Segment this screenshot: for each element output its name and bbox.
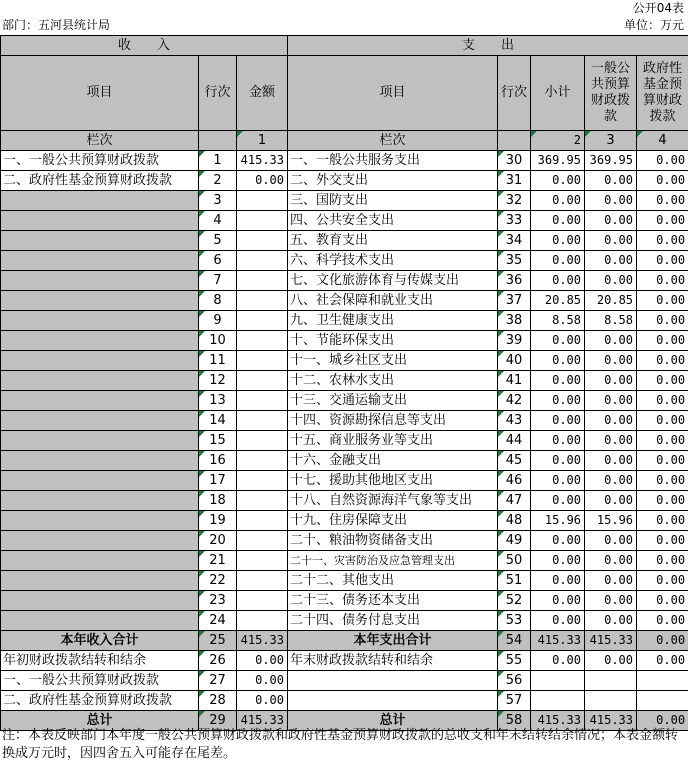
expense-gov-fund-cell: 0.00: [637, 251, 688, 271]
expense-row-no-cell: 39: [498, 331, 531, 351]
income-row-no-cell: 5: [199, 231, 237, 251]
expense-gov-fund-cell: 0.00: [637, 371, 688, 391]
expense-general-cell: 0.00: [585, 271, 637, 291]
income-amount-cell: [237, 351, 288, 371]
expense-general-cell: 415.33: [585, 711, 637, 731]
column-number-row: [1, 131, 688, 151]
expense-general-cell: 0.00: [585, 191, 637, 211]
col-item-expense: 项目: [288, 56, 498, 131]
expense-general-cell: 0.00: [585, 331, 637, 351]
expense-general-cell: 0.00: [585, 231, 637, 251]
income-item-cell: 本年收入合计: [1, 631, 199, 651]
col-row-expense: 行次: [498, 56, 531, 131]
colnum-empty: [199, 131, 237, 151]
expense-general-cell: 0.00: [585, 171, 637, 191]
income-item-cell: 一、一般公共预算财政拨款: [1, 671, 199, 691]
expense-section-title: 支 出: [288, 36, 688, 56]
expense-subtotal-cell: 0.00: [531, 191, 585, 211]
expense-subtotal-cell: 0.00: [531, 251, 585, 271]
table-row: [1, 411, 688, 431]
table-row: [1, 531, 688, 551]
expense-gov-fund-cell: 0.00: [637, 291, 688, 311]
expense-subtotal-cell: 0.00: [531, 271, 585, 291]
expense-subtotal-cell: 0.00: [531, 491, 585, 511]
expense-subtotal-cell: 415.33: [531, 631, 585, 651]
income-item-cell: 二、政府性基金预算财政拨款: [1, 691, 199, 711]
expense-row-no-cell: 55: [498, 651, 531, 671]
income-row-no-cell: 7: [199, 271, 237, 291]
expense-subtotal-cell: 369.95: [531, 151, 585, 171]
expense-gov-fund-cell: 0.00: [637, 431, 688, 451]
col-subtotal: 小计: [531, 56, 585, 131]
table-row: [1, 431, 688, 451]
income-item-cell: [1, 431, 199, 451]
income-row-no-cell: 1: [199, 151, 237, 171]
income-amount-cell: [237, 591, 288, 611]
expense-subtotal-cell: 0.00: [531, 371, 585, 391]
expense-gov-fund-cell: 0.00: [637, 451, 688, 471]
expense-item-cell: 二十二、其他支出: [288, 571, 498, 591]
income-amount-cell: [237, 471, 288, 491]
income-row-no-cell: 21: [199, 551, 237, 571]
income-amount-cell: [237, 391, 288, 411]
expense-general-cell: 0.00: [585, 211, 637, 231]
budget-table: [0, 35, 688, 731]
expense-gov-fund-cell: 0.00: [637, 571, 688, 591]
expense-gov-fund-cell: 0.00: [637, 711, 688, 731]
expense-gov-fund-cell: 0.00: [637, 151, 688, 171]
income-item-cell: 一、一般公共预算财政拨款: [1, 151, 199, 171]
expense-gov-fund-cell: 0.00: [637, 491, 688, 511]
colnum-1: 1: [237, 131, 288, 151]
expense-subtotal-cell: 0.00: [531, 431, 585, 451]
footnote: 注：本表反映部门本年度一般公共预算财政拨款和政府性基金预算财政拨款的总收支和年末结转结余情况；本表金额转换成万元时，因四舍五入可能存在尾差。: [2, 728, 679, 761]
expense-general-cell: 0.00: [585, 551, 637, 571]
table-row: [1, 371, 688, 391]
table-row: [1, 391, 688, 411]
income-row-no-cell: 24: [199, 611, 237, 631]
income-amount-cell: 0.00: [237, 671, 288, 691]
colnum-2: 2: [531, 131, 585, 151]
table-row: [1, 191, 688, 211]
income-item-cell: 二、政府性基金预算财政拨款: [1, 171, 199, 191]
income-amount-cell: [237, 211, 288, 231]
table-row: [1, 171, 688, 191]
expense-gov-fund-cell: 0.00: [637, 311, 688, 331]
colnum-empty: [498, 131, 531, 151]
income-item-cell: [1, 591, 199, 611]
form-number: 公开04表: [632, 1, 684, 15]
expense-gov-fund-cell: [637, 691, 688, 711]
income-row-no-cell: 6: [199, 251, 237, 271]
expense-general-cell: 20.85: [585, 291, 637, 311]
expense-subtotal-cell: 415.33: [531, 711, 585, 731]
expense-row-no-cell: 30: [498, 151, 531, 171]
expense-item-cell: 八、社会保障和就业支出: [288, 291, 498, 311]
expense-item-cell: 二十四、债务付息支出: [288, 611, 498, 631]
income-amount-cell: [237, 411, 288, 431]
income-item-cell: 总计: [1, 711, 199, 731]
table-row: [1, 291, 688, 311]
income-amount-cell: 0.00: [237, 651, 288, 671]
expense-item-cell: 十七、援助其他地区支出: [288, 471, 498, 491]
income-item-cell: [1, 611, 199, 631]
expense-subtotal-cell: 0.00: [531, 471, 585, 491]
expense-general-cell: 0.00: [585, 591, 637, 611]
expense-subtotal-cell: 0.00: [531, 171, 585, 191]
expense-item-cell: 三、国防支出: [288, 191, 498, 211]
colnum-4: 4: [637, 131, 688, 151]
expense-row-no-cell: 58: [498, 711, 531, 731]
expense-item-cell: 二十三、债务还本支出: [288, 591, 498, 611]
expense-item-cell: 十六、金融支出: [288, 451, 498, 471]
expense-general-cell: 0.00: [585, 571, 637, 591]
expense-subtotal-cell: 0.00: [531, 451, 585, 471]
expense-general-cell: [585, 671, 637, 691]
expense-general-cell: 415.33: [585, 631, 637, 651]
income-amount-cell: [237, 611, 288, 631]
income-amount-cell: [237, 531, 288, 551]
expense-item-cell: 十八、自然资源海洋气象等支出: [288, 491, 498, 511]
expense-item-cell: 本年支出合计: [288, 631, 498, 651]
income-item-cell: [1, 411, 199, 431]
expense-row-no-cell: 43: [498, 411, 531, 431]
form-number-row: [0, 0, 688, 16]
income-row-no-cell: 25: [199, 631, 237, 651]
expense-item-cell: 七、文化旅游体育与传媒支出: [288, 271, 498, 291]
income-item-cell: [1, 211, 199, 231]
income-row-no-cell: 3: [199, 191, 237, 211]
colnum-label-income: 栏次: [1, 131, 199, 151]
expense-subtotal-cell: 20.85: [531, 291, 585, 311]
expense-row-no-cell: 40: [498, 351, 531, 371]
income-item-cell: 年初财政拨款结转和结余: [1, 651, 199, 671]
table-row: [1, 351, 688, 371]
expense-gov-fund-cell: 0.00: [637, 651, 688, 671]
expense-item-cell: 四、公共安全支出: [288, 211, 498, 231]
expense-row-no-cell: 45: [498, 451, 531, 471]
income-amount-cell: 0.00: [237, 691, 288, 711]
income-amount-cell: [237, 451, 288, 471]
expense-row-no-cell: 44: [498, 431, 531, 451]
income-item-cell: [1, 191, 199, 211]
income-row-no-cell: 16: [199, 451, 237, 471]
income-item-cell: [1, 511, 199, 531]
expense-item-cell: 十三、交通运输支出: [288, 391, 498, 411]
expense-general-cell: 0.00: [585, 491, 637, 511]
expense-general-cell: 0.00: [585, 391, 637, 411]
income-item-cell: [1, 391, 199, 411]
income-amount-cell: 415.33: [237, 711, 288, 731]
income-item-cell: [1, 331, 199, 351]
expense-subtotal-cell: 15.96: [531, 511, 585, 531]
expense-row-no-cell: 31: [498, 171, 531, 191]
col-gov-fund: 政府性基金预算财政拨款: [637, 56, 688, 131]
expense-subtotal-cell: [531, 691, 585, 711]
expense-gov-fund-cell: 0.00: [637, 531, 688, 551]
expense-item-cell: 十一、城乡社区支出: [288, 351, 498, 371]
table-row: [1, 631, 688, 651]
col-general-budget: 一般公共预算财政拨款: [585, 56, 637, 131]
income-amount-cell: 0.00: [237, 171, 288, 191]
income-amount-cell: [237, 271, 288, 291]
expense-gov-fund-cell: 0.00: [637, 331, 688, 351]
income-amount-cell: [237, 571, 288, 591]
expense-row-no-cell: 42: [498, 391, 531, 411]
income-row-no-cell: 20: [199, 531, 237, 551]
expense-gov-fund-cell: 0.00: [637, 471, 688, 491]
expense-gov-fund-cell: 0.00: [637, 211, 688, 231]
income-row-no-cell: 17: [199, 471, 237, 491]
income-amount-cell: [237, 191, 288, 211]
expense-item-cell: 一、一般公共服务支出: [288, 151, 498, 171]
table-row: [1, 231, 688, 251]
income-amount-cell: [237, 251, 288, 271]
income-amount-cell: [237, 291, 288, 311]
expense-subtotal-cell: 0.00: [531, 331, 585, 351]
income-item-cell: [1, 551, 199, 571]
expense-subtotal-cell: 0.00: [531, 551, 585, 571]
table-row: [1, 691, 688, 711]
expense-subtotal-cell: 0.00: [531, 411, 585, 431]
expense-subtotal-cell: 0.00: [531, 531, 585, 551]
income-item-cell: [1, 451, 199, 471]
expense-subtotal-cell: 0.00: [531, 211, 585, 231]
income-row-no-cell: 23: [199, 591, 237, 611]
income-row-no-cell: 9: [199, 311, 237, 331]
table-row: [1, 471, 688, 491]
income-amount-cell: [237, 431, 288, 451]
income-item-cell: [1, 491, 199, 511]
table-row: [1, 591, 688, 611]
expense-general-cell: [585, 691, 637, 711]
expense-row-no-cell: 41: [498, 371, 531, 391]
expense-item-cell: 年末财政拨款结转和结余: [288, 651, 498, 671]
expense-general-cell: 0.00: [585, 431, 637, 451]
expense-item-cell: 十四、资源勘探信息等支出: [288, 411, 498, 431]
income-item-cell: [1, 471, 199, 491]
expense-general-cell: 0.00: [585, 351, 637, 371]
expense-subtotal-cell: 8.58: [531, 311, 585, 331]
expense-item-cell: 十二、农林水支出: [288, 371, 498, 391]
expense-item-cell: 二十一、灾害防治及应急管理支出: [288, 551, 498, 571]
income-item-cell: [1, 291, 199, 311]
table-row: [1, 271, 688, 291]
table-body: [1, 151, 688, 731]
col-row-income: 行次: [199, 56, 237, 131]
income-row-no-cell: 22: [199, 571, 237, 591]
expense-row-no-cell: 32: [498, 191, 531, 211]
expense-subtotal-cell: 0.00: [531, 571, 585, 591]
income-amount-cell: [237, 551, 288, 571]
income-amount-cell: [237, 511, 288, 531]
expense-gov-fund-cell: 0.00: [637, 391, 688, 411]
table-row: [1, 311, 688, 331]
expense-gov-fund-cell: 0.00: [637, 171, 688, 191]
expense-row-no-cell: 47: [498, 491, 531, 511]
expense-gov-fund-cell: 0.00: [637, 411, 688, 431]
income-item-cell: [1, 231, 199, 251]
expense-gov-fund-cell: [637, 671, 688, 691]
expense-item-cell: 总计: [288, 711, 498, 731]
expense-item-cell: 十五、商业服务业等支出: [288, 431, 498, 451]
dept-row: [0, 17, 688, 33]
expense-gov-fund-cell: 0.00: [637, 631, 688, 651]
income-amount-cell: [237, 231, 288, 251]
expense-item-cell: 十、节能环保支出: [288, 331, 498, 351]
income-row-no-cell: 15: [199, 431, 237, 451]
expense-subtotal-cell: 0.00: [531, 611, 585, 631]
expense-row-no-cell: 35: [498, 251, 531, 271]
expense-row-no-cell: 52: [498, 591, 531, 611]
expense-gov-fund-cell: 0.00: [637, 591, 688, 611]
income-row-no-cell: 13: [199, 391, 237, 411]
table-row: [1, 671, 688, 691]
expense-subtotal-cell: 0.00: [531, 231, 585, 251]
expense-gov-fund-cell: 0.00: [637, 231, 688, 251]
expense-subtotal-cell: 0.00: [531, 651, 585, 671]
section-header-row: [1, 36, 688, 56]
income-item-cell: [1, 531, 199, 551]
expense-row-no-cell: 56: [498, 671, 531, 691]
expense-general-cell: 0.00: [585, 651, 637, 671]
income-amount-cell: [237, 491, 288, 511]
expense-gov-fund-cell: 0.00: [637, 511, 688, 531]
expense-row-no-cell: 46: [498, 471, 531, 491]
table-row: [1, 651, 688, 671]
expense-general-cell: 0.00: [585, 411, 637, 431]
table-row: [1, 211, 688, 231]
expense-row-no-cell: 38: [498, 311, 531, 331]
expense-general-cell: 0.00: [585, 471, 637, 491]
income-row-no-cell: 10: [199, 331, 237, 351]
expense-subtotal-cell: 0.00: [531, 351, 585, 371]
table-row: [1, 451, 688, 471]
income-row-no-cell: 27: [199, 671, 237, 691]
expense-row-no-cell: 57: [498, 691, 531, 711]
income-row-no-cell: 19: [199, 511, 237, 531]
income-amount-cell: [237, 371, 288, 391]
income-item-cell: [1, 371, 199, 391]
expense-gov-fund-cell: 0.00: [637, 551, 688, 571]
income-section-title: 收 入: [1, 36, 288, 56]
expense-item-cell: 二十、粮油物资储备支出: [288, 531, 498, 551]
expense-item-cell: 九、卫生健康支出: [288, 311, 498, 331]
income-amount-cell: 415.33: [237, 151, 288, 171]
table-row: [1, 251, 688, 271]
income-row-no-cell: 12: [199, 371, 237, 391]
expense-gov-fund-cell: 0.00: [637, 611, 688, 631]
income-row-no-cell: 8: [199, 291, 237, 311]
expense-general-cell: 0.00: [585, 251, 637, 271]
col-item-income: 项目: [1, 56, 199, 131]
expense-item-cell: [288, 671, 498, 691]
income-row-no-cell: 29: [199, 711, 237, 731]
expense-subtotal-cell: 0.00: [531, 391, 585, 411]
income-item-cell: [1, 271, 199, 291]
expense-row-no-cell: 34: [498, 231, 531, 251]
expense-general-cell: 0.00: [585, 451, 637, 471]
expense-subtotal-cell: 0.00: [531, 591, 585, 611]
expense-gov-fund-cell: 0.00: [637, 271, 688, 291]
unit-label: 单位：万元: [623, 18, 684, 32]
colnum-label-expense: 栏次: [288, 131, 498, 151]
income-item-cell: [1, 311, 199, 331]
table-row: [1, 511, 688, 531]
income-item-cell: [1, 351, 199, 371]
table-row: [1, 151, 688, 171]
table-row: [1, 571, 688, 591]
expense-row-no-cell: 50: [498, 551, 531, 571]
expense-general-cell: 15.96: [585, 511, 637, 531]
col-amount: 金额: [237, 56, 288, 131]
expense-row-no-cell: 49: [498, 531, 531, 551]
expense-item-cell: 二、外交支出: [288, 171, 498, 191]
expense-subtotal-cell: [531, 671, 585, 691]
income-row-no-cell: 2: [199, 171, 237, 191]
expense-item-cell: 五、教育支出: [288, 231, 498, 251]
column-header-row: [1, 56, 688, 131]
income-row-no-cell: 11: [199, 351, 237, 371]
table-row: [1, 551, 688, 571]
income-item-cell: [1, 571, 199, 591]
expense-item-cell: [288, 691, 498, 711]
expense-row-no-cell: 36: [498, 271, 531, 291]
expense-row-no-cell: 48: [498, 511, 531, 531]
expense-gov-fund-cell: 0.00: [637, 351, 688, 371]
expense-general-cell: 0.00: [585, 371, 637, 391]
expense-row-no-cell: 53: [498, 611, 531, 631]
expense-general-cell: 0.00: [585, 611, 637, 631]
table-row: [1, 331, 688, 351]
income-row-no-cell: 18: [199, 491, 237, 511]
expense-general-cell: 8.58: [585, 311, 637, 331]
colnum-3: 3: [585, 131, 637, 151]
table-row: [1, 491, 688, 511]
expense-row-no-cell: 51: [498, 571, 531, 591]
income-amount-cell: 415.33: [237, 631, 288, 651]
income-row-no-cell: 14: [199, 411, 237, 431]
table-row: [1, 611, 688, 631]
income-item-cell: [1, 251, 199, 271]
income-row-no-cell: 28: [199, 691, 237, 711]
department-label: 部门：五河县统计局: [2, 18, 111, 32]
income-row-no-cell: 26: [199, 651, 237, 671]
income-amount-cell: [237, 311, 288, 331]
expense-general-cell: 369.95: [585, 151, 637, 171]
income-row-no-cell: 4: [199, 211, 237, 231]
expense-row-no-cell: 33: [498, 211, 531, 231]
expense-row-no-cell: 37: [498, 291, 531, 311]
expense-gov-fund-cell: 0.00: [637, 191, 688, 211]
expense-item-cell: 六、科学技术支出: [288, 251, 498, 271]
income-amount-cell: [237, 331, 288, 351]
expense-row-no-cell: 54: [498, 631, 531, 651]
expense-general-cell: 0.00: [585, 531, 637, 551]
expense-item-cell: 十九、住房保障支出: [288, 511, 498, 531]
